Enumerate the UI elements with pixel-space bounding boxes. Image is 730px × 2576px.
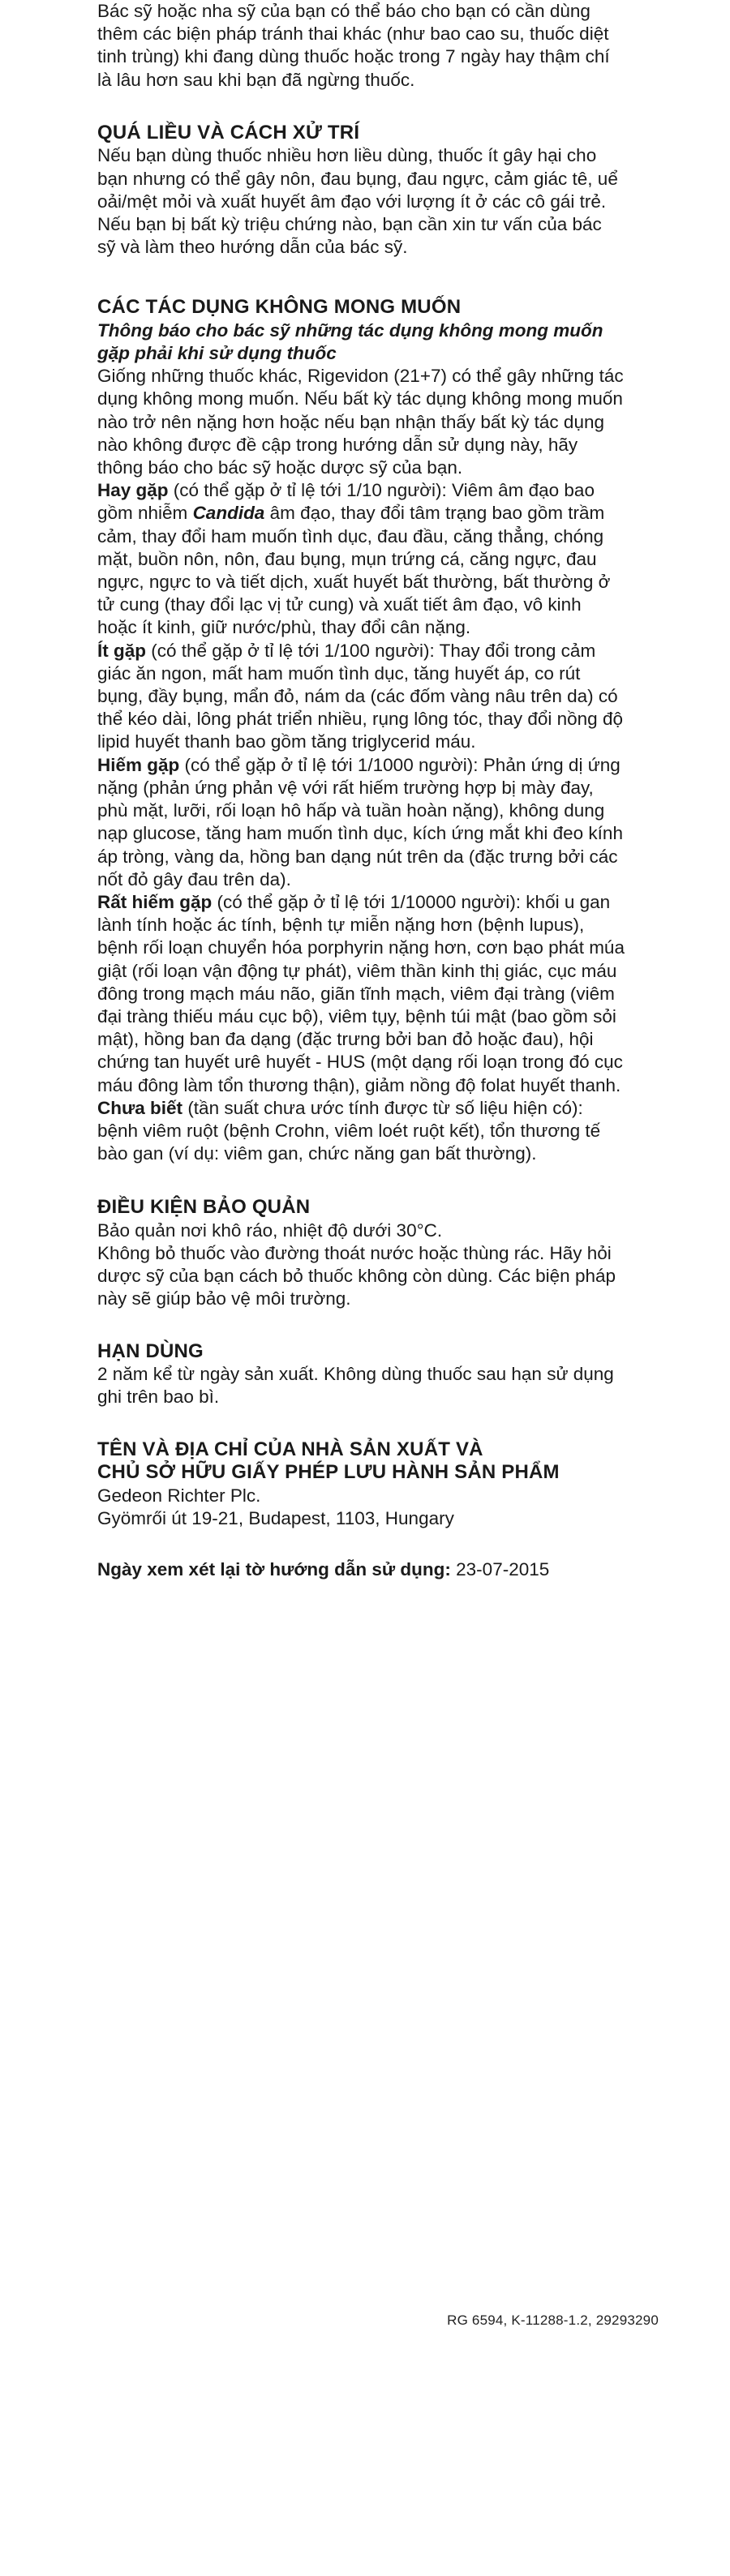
uncommon-label: Ít gặp bbox=[97, 640, 146, 661]
very-rare-label: Rất hiếm gặp bbox=[97, 891, 213, 912]
rare-label: Hiếm gặp bbox=[97, 754, 180, 775]
manufacturer-address: Gyömrői út 19-21, Budapest, 1103, Hungary bbox=[97, 1507, 454, 1528]
storage-section bbox=[97, 1196, 625, 1310]
side-effects-subheading: Thông báo cho bác sỹ những tác dụng không mong muốn gặp phải khi sử dụng thuốc bbox=[97, 319, 603, 364]
document-code: RG 6594, K-11288-1.2, 29293290 bbox=[447, 2312, 659, 2328]
manufacturer-section bbox=[97, 1438, 625, 1530]
very-rare-text: (có thể gặp ở tỉ lệ tới 1/10000 người): khối u gan lành tính hoặc ác tính, bệnh tự miễn nặng hơn (bệnh lupus), bệnh rối loạn chuyển hóa porphyrin nặng hơn, cơn bạo phát múa giật (rối loạn vận động tự phát), viêm thần kinh thị giác, cục máu đông trong mạch máu não, giãn tĩnh mạch, viêm đại tràng (viêm đại tràng thiếu máu cục bộ), viêm tụy, bệnh túi mật (bao gồm sỏi mật), hồng ban đa dạng (đặc trưng bởi ban đỏ hoặc đau), hội chứng tan huyết urê huyết - HUS (một dạng rối loạn trong đó cục máu đông làm tổn thương thận), giảm nồng độ folat huyết thanh. bbox=[97, 891, 625, 1095]
overdose-heading: QUÁ LIỀU VÀ CÁCH XỬ TRÍ bbox=[97, 121, 360, 144]
expiry-text: 2 năm kể từ ngày sản xuất. Không dùng thuốc sau hạn sử dụng ghi trên bao bì. bbox=[97, 1364, 614, 1408]
expiry-section bbox=[97, 1340, 625, 1409]
storage-heading: ĐIỀU KIỆN BẢO QUẢN bbox=[97, 1196, 311, 1219]
manufacturer-name: Gedeon Richter Plc. bbox=[97, 1485, 261, 1506]
overdose-text: Nếu bạn dùng thuốc nhiều hơn liều dùng, thuốc ít gây hại cho bạn nhưng có thể gây nôn, đau bụng, đau ngực, cảm giác tê, uể oải/mệt mỏi và xuất huyết âm đạo với lượng ít ở các cô gái trẻ. Nếu bạn bị bất kỳ triệu chứng nào, bạn cần xin tư vấn của bác sỹ và làm theo hướng dẫn của bác sỹ. bbox=[97, 145, 618, 258]
storage-line-2: Không bỏ thuốc vào đường thoát nước hoặc thùng rác. Hãy hỏi dược sỹ của bạn cách bỏ thuốc không còn dùng. Các biện pháp này sẽ giúp bảo vệ môi trường. bbox=[97, 1243, 616, 1309]
rare-text: (có thể gặp ở tỉ lệ tới 1/1000 người): Phản ứng dị ứng nặng (phản ứng phản vệ với rất hiếm trường hợp bị mày đay, phù mặt, lưỡi, rối loạn hô hấp và tuần hoàn nặng), không dung nạp glucose, tăng ham muốn tình dục, kích ứng mắt khi đeo kính áp tròng, vàng da, hồng ban dạng nút trên da (đặc trưng bởi các nốt đỏ gây đau trên da). bbox=[97, 754, 623, 889]
side-effects-uncommon bbox=[97, 640, 625, 754]
intro-paragraph: Bác sỹ hoặc nha sỹ của bạn có thể báo cho bạn có cần dùng thêm các biện pháp tránh thai khác (như bao cao su, thuốc diệt tinh trùng) khi đang dùng thuốc hoặc trong 7 ngày hay thậm chí là lâu hơn sau khi bạn đã ngừng thuốc. bbox=[97, 1, 610, 90]
storage-line-1: Bảo quản nơi khô ráo, nhiệt độ dưới 30°C. bbox=[97, 1219, 443, 1241]
leaflet-content bbox=[97, 0, 625, 1581]
common-post-text: âm đạo, thay đổi tâm trạng bao gồm trầm cảm, thay đổi ham muốn tình dục, đau đầu, căng thẳng, chóng mặt, buồn nôn, nôn, đau bụng, mụn trứng cá, căng ngực, đau ngực, ngực to và tiết dịch, xuất huyết bất thường, bất thường ở tử cung (thay đổi lạc vị tử cung) và xuất tiết âm đạo, vô kinh hoặc ít kinh, giữ nước/phù, thay đổi cân nặng. bbox=[97, 503, 611, 638]
overdose-section bbox=[97, 122, 625, 259]
expiry-heading: HẠN DÙNG bbox=[97, 1339, 204, 1362]
review-date-value: 23-07-2015 bbox=[456, 1558, 550, 1579]
manufacturer-heading-line-1: TÊN VÀ ĐỊA CHỈ CỦA NHÀ SẢN XUẤT VÀ bbox=[97, 1438, 483, 1460]
review-date-label: Ngày xem xét lại tờ hướng dẫn sử dụng: bbox=[97, 1558, 451, 1579]
side-effects-unknown bbox=[97, 1097, 625, 1166]
common-pre-text: (có thể gặp ở tỉ lệ tới 1/10 người): Viêm âm đạo bao gồm nhiễm bbox=[97, 480, 595, 524]
side-effects-intro: Giống những thuốc khác, Rigevidon (21+7) có thể gây những tác dụng không mong muốn. Nếu bất kỳ tác dụng không mong muốn nào trở nên nặng hơn hoặc nếu bạn nhận thấy bất kỳ tác dụng nào không được đề cập trong hướng dẫn sử dụng này, hãy thông báo cho bác sỹ hoặc dược sỹ của bạn. bbox=[97, 366, 624, 478]
side-effects-heading: CÁC TÁC DỤNG KHÔNG MONG MUỐN bbox=[97, 296, 462, 319]
side-effects-very-rare bbox=[97, 891, 625, 1097]
side-effects-section bbox=[97, 296, 625, 1165]
uncommon-text: (có thể gặp ở tỉ lệ tới 1/100 người): Thay đổi trong cảm giác ăn ngon, mất ham muốn tình dục, tăng huyết áp, co rút bụng, đầy bụng, mẩn đỏ, nám da (các đốm vàng nâu trên da) có thể kéo dài, lông phát triển nhiều, rụng lông tóc, thay đổi nồng độ lipid huyết thanh bao gồm tăng triglycerid máu. bbox=[97, 640, 623, 752]
side-effects-common bbox=[97, 479, 625, 639]
candida-term: Candida bbox=[192, 503, 265, 524]
unknown-text: (tần suất chưa ước tính được từ số liệu hiện có): bệnh viêm ruột (bệnh Crohn, viêm loét ruột kết), tổn thương tế bào gan (ví dụ: viêm gan, chức năng gan bất thường). bbox=[97, 1097, 601, 1164]
manufacturer-heading-line-2: CHỦ SỞ HỮU GIẤY PHÉP LƯU HÀNH SẢN PHẨM bbox=[97, 1461, 560, 1484]
side-effects-rare bbox=[97, 754, 625, 891]
review-date-line bbox=[97, 1558, 625, 1581]
common-label: Hay gặp bbox=[97, 480, 169, 501]
unknown-label: Chưa biết bbox=[97, 1097, 183, 1118]
